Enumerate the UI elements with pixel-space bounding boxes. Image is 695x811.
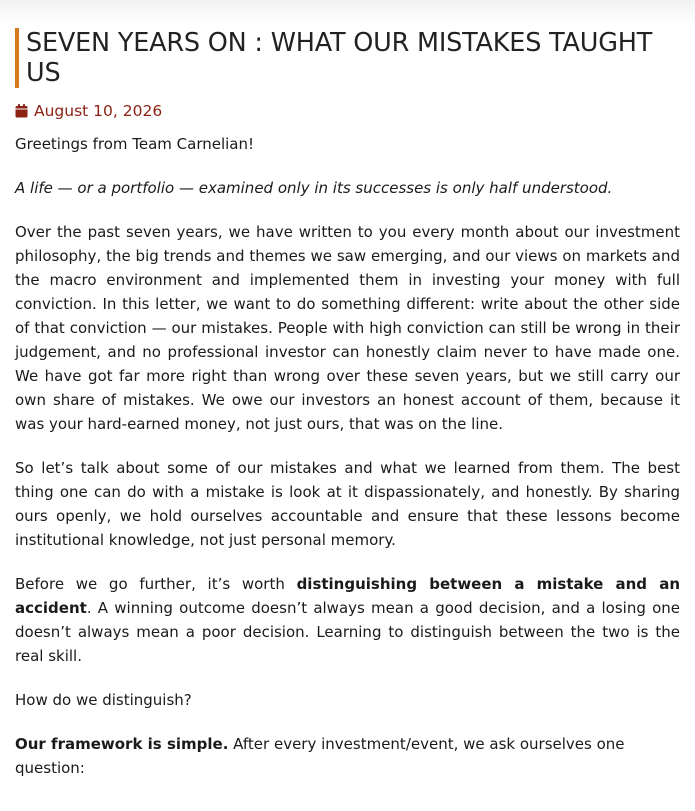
paragraph-3-rest: . A winning outcome doesn’t always mean a good decision, and a losing one doesn’t always mean a poor decision. Learning to distinguish between the two is the real skill. xyxy=(15,599,680,665)
calendar-icon xyxy=(15,104,28,118)
paragraph-3-lead: Before we go further, it’s worth xyxy=(15,575,297,593)
article-body xyxy=(15,132,680,780)
framework-rest: After every investment/event, we ask ourselves one question: xyxy=(15,735,625,777)
question-text: How do we distinguish? xyxy=(15,691,192,709)
article-meta xyxy=(15,101,680,121)
title-block xyxy=(15,28,680,88)
paragraph-3-emphasis: distinguishing between a mistake and an accident xyxy=(15,575,680,617)
paragraph-1: Over the past seven years, we have written to you every month about our investment philosophy, the big trends and themes we saw emerging, and our views on markets and the macro environment and implemented them in investing your money with full conviction. In this letter, we want to do something different: write about the other side of that conviction — our mistakes. People with high conviction can still be wrong in their judgement, and no professional investor can honestly claim never to have made one. We have got far more right than wrong over these seven years, but we still carry our own share of mistakes. We owe our investors an honest account of them, because it was your hard-earned money, not just ours, that was on the line. xyxy=(15,223,680,433)
opening-quote: A life — or a portfolio — examined only in its successes is only half understood. xyxy=(15,179,613,197)
paragraph-3 xyxy=(15,572,680,668)
paragraph-2: So let’s talk about some of our mistakes and what we learned from them. The best thing one can do with a mistake is look at it dispassionately, and honestly. By sharing ours openly, we hold ourselves accountable and ensure that these lessons become institutional knowledge, not just personal memory. xyxy=(15,459,680,549)
framework-bold: Our framework is simple. xyxy=(15,735,229,753)
framework-paragraph xyxy=(15,732,680,780)
article-date: August 10, 2026 xyxy=(34,102,163,120)
article-title: SEVEN YEARS ON : WHAT OUR MISTAKES TAUGHT US xyxy=(26,28,653,88)
top-fade xyxy=(0,0,695,24)
greeting-text: Greetings from Team Carnelian! xyxy=(15,135,255,153)
article xyxy=(15,28,680,780)
